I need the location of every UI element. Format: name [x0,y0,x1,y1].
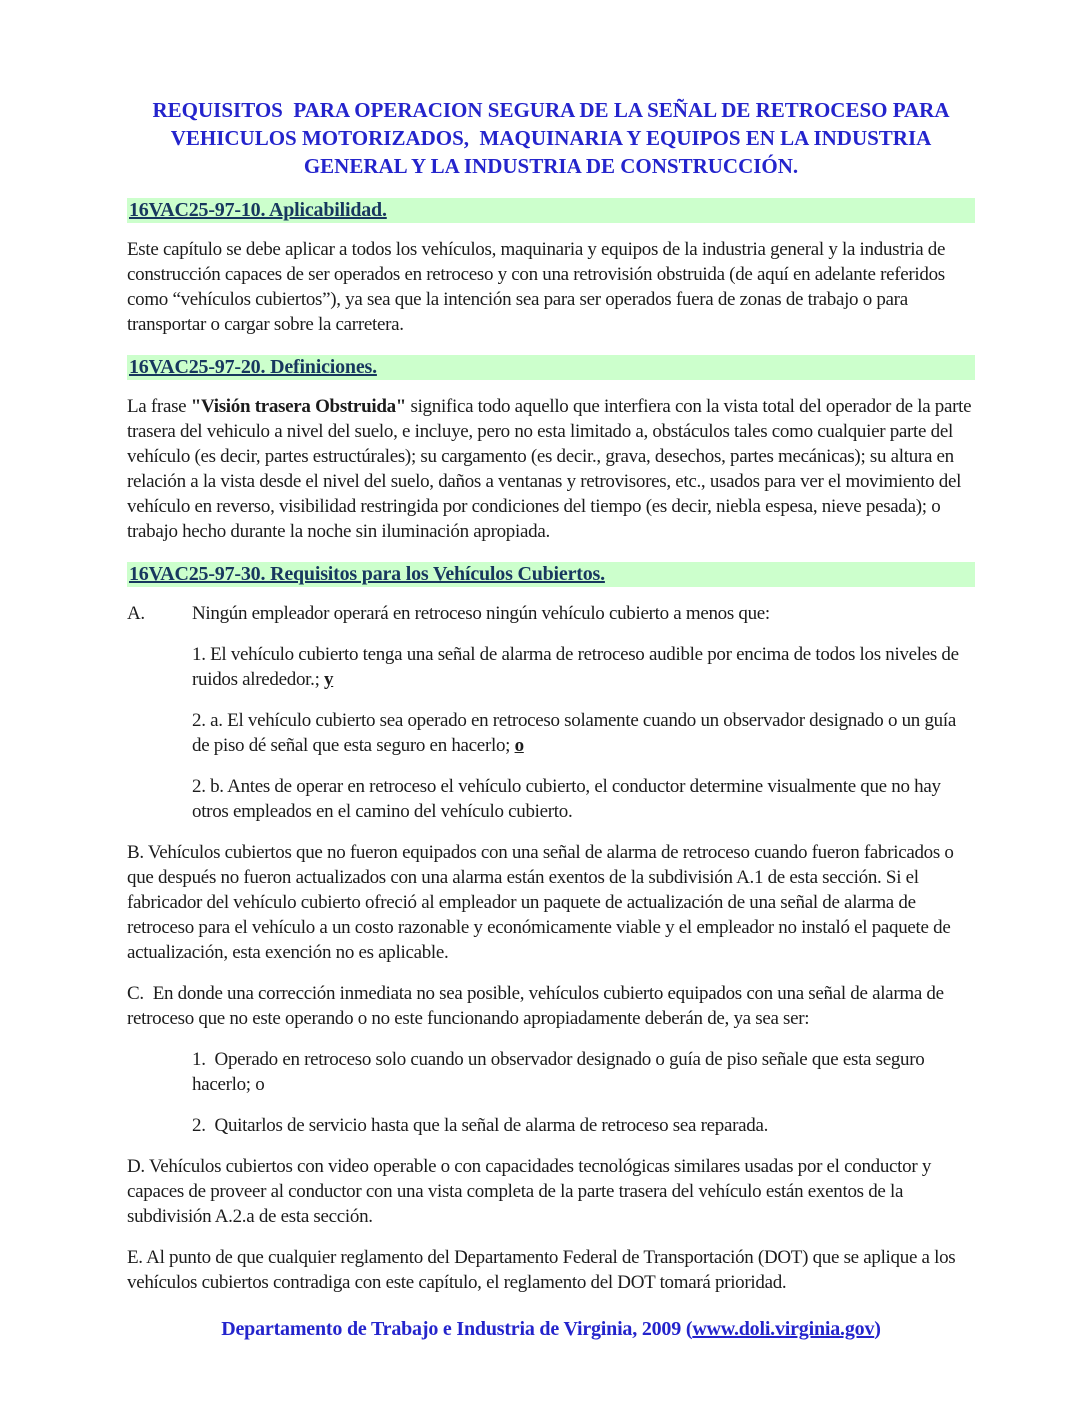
list-item-a1 [192,642,975,692]
list-item-a-label: A. [127,603,145,624]
paragraph-definiciones [127,394,975,544]
paragraph-aplicabilidad: Este capítulo se debe aplicar a todos los vehículos, maquinaria y equipos de la industria general y la industria de construcción capaces de ser operados en retroceso y con una retrovisión obstruida (de aquí en adelante referidos como “vehículos cubiertos”), ya sea que la intención sea para ser operados fuera de zonas de trabajo o para transportar o cargar sobre la carretera. [127,239,950,335]
list-item-a [127,601,975,626]
list-item-a2a-text: 2. a. El vehículo cubierto sea operado en retroceso solamente cuando un observador designado o un guía de piso dé señal que esta seguro en hacerlo; [192,710,961,756]
paragraph-d: D. Vehículos cubiertos con video operable o con capacidades tecnológicas similares usadas por el conductor y capaces de proveer al conductor con una vista completa de la parte trasera del vehículo están exentos de la subdivisión A.2.a de esta sección. [127,1156,936,1227]
paragraph-b: B. Vehículos cubiertos que no fueron equipados con una señal de alarma de retroceso cuando fueron fabricados o que después no fueron actualizados con una alarma están exentos de la subdivisión A.1 de esta sección. Si el fabricador del vehículo cubierto ofreció al empleador un paquete de actualización de una señal de alarma de retroceso para el vehículo a un costo razonable y económicamente viable y el empleador no instaló el paquete de actualización, esta exención no es aplicable. [127,842,959,963]
definiciones-rest: significa todo aquello que interfiera con la vista total del operador de la parte trasera del vehiculo a nivel del suelo, e incluye, pero no esta limitado a, obstáculos tales como cualquier parte del vehículo (es decir, partes estructúrales); su cargamento (es decir., grava, desechos, partes mecánicas); su altura en relación a la vista desde el nivel del suelo, daños a ventanas y retrovisores, etc., usados para ver el movimiento del vehículo en reverso, visibilidad restringida por condiciones del tiempo (es decir, niebla espesa, nieve pesada); o trabajo hecho durante la noche sin iluminación apropiada. [127,396,976,542]
footer-credit [127,1317,975,1341]
section-heading-definiciones [127,355,975,380]
list-item-c1: 1. Operado en retroceso solo cuando un observador designado o guía de piso señale que esta seguro hacerlo; o [192,1049,929,1095]
list-item-a1-text: 1. El vehículo cubierto tenga una señal de alarma de retroceso audible por encima de todos los niveles de ruidos alrededor.; [192,644,964,690]
list-item-a-text: Ningún empleador operará en retroceso ningún vehículo cubierto a menos que: [192,603,770,624]
definiciones-prefix: La frase [127,396,191,417]
footer-credit-prefix: Departamento de Trabajo e Industria de Virginia, 2009 ( [221,1318,693,1340]
list-item-c2: 2. Quitarlos de servicio hasta que la señal de alarma de retroceso sea reparada. [192,1115,769,1136]
list-item-a2a-conjunction: o [514,735,524,756]
list-item-a2a [192,708,975,758]
document-title-line-3: GENERAL Y LA INDUSTRIA DE CONSTRUCCIÓN. [303,154,799,178]
section-heading-definiciones-label: 16VAC25-97-20. Definiciones. [129,356,377,378]
definiciones-bold-term: "Visión trasera Obstruida" [190,396,407,417]
section-heading-requisitos [127,562,975,587]
list-item-a2b: 2. b. Antes de operar en retroceso el vehículo cubierto, el conductor determine visualmente que no hay otros empleados en el camino del vehículo cubierto. [192,776,946,822]
paragraph-e: E. Al punto de que cualquier reglamento del Departamento Federal de Transportación (DOT) que se aplique a los vehículos cubiertos contradiga con este capítulo, el reglamento del DOT tomará prioridad. [127,1247,960,1293]
section-heading-aplicabilidad-label: 16VAC25-97-10. Aplicabilidad. [129,199,387,221]
document-content [127,96,975,1341]
list-item-a1-conjunction: y [324,669,334,690]
footer-link[interactable]: www.doli.virginia.gov [692,1318,875,1340]
document-title [127,96,975,180]
document-title-line-1: REQUISITOS PARA OPERACION SEGURA DE LA SEÑAL DE RETROCESO PARA [152,98,950,122]
footer-credit-suffix: ) [874,1318,881,1340]
document-title-line-2: VEHICULOS MOTORIZADOS, MAQUINARIA Y EQUIPOS EN LA INDUSTRIA [170,126,932,150]
section-heading-aplicabilidad [127,198,975,223]
section-heading-requisitos-label: 16VAC25-97-30. Requisitos para los Vehículos Cubiertos. [129,563,605,585]
paragraph-c: C. En donde una corrección inmediata no sea posible, vehículos cubierto equipados con una señal de alarma de retroceso que no este operando o no este funcionando apropiadamente deberán de, ya sea ser: [127,983,949,1029]
